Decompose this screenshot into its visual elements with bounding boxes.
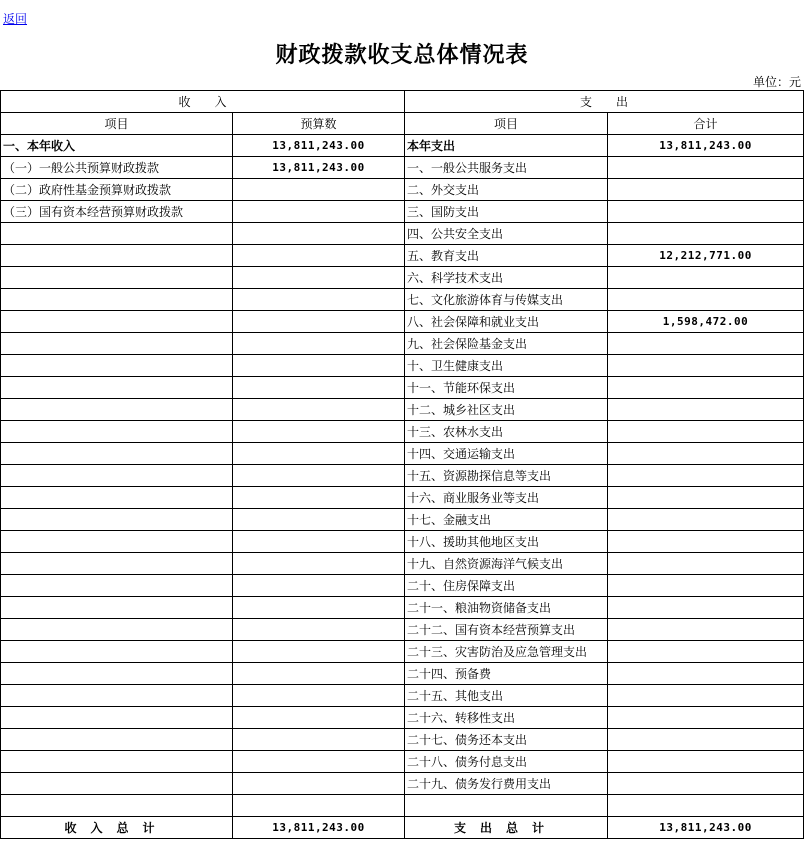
expense-amount-cell bbox=[608, 421, 804, 443]
expense-item-cell: 十六、商业服务业等支出 bbox=[405, 487, 608, 509]
income-amount-cell bbox=[233, 509, 405, 531]
income-amount-cell bbox=[233, 619, 405, 641]
expense-amount-cell: 13,811,243.00 bbox=[608, 135, 804, 157]
income-item-cell: （三）国有资本经营预算财政拨款 bbox=[1, 201, 233, 223]
expense-amount-cell bbox=[608, 575, 804, 597]
expense-item-cell: 十九、自然资源海洋气候支出 bbox=[405, 553, 608, 575]
income-amount-cell bbox=[233, 201, 405, 223]
col-header-item: 项目 bbox=[1, 113, 233, 135]
income-amount-cell bbox=[233, 355, 405, 377]
income-amount-cell bbox=[233, 465, 405, 487]
income-item-cell bbox=[1, 355, 233, 377]
table-row bbox=[1, 289, 804, 311]
expense-amount-cell bbox=[608, 443, 804, 465]
table-row bbox=[1, 465, 804, 487]
expense-item-cell: 十四、交通运输支出 bbox=[405, 443, 608, 465]
income-amount-cell bbox=[233, 729, 405, 751]
table-row bbox=[1, 355, 804, 377]
income-item-cell bbox=[1, 751, 233, 773]
income-item-cell bbox=[1, 223, 233, 245]
expense-amount-cell bbox=[608, 751, 804, 773]
table-row bbox=[1, 531, 804, 553]
income-amount-cell bbox=[233, 773, 405, 795]
income-amount-cell bbox=[233, 751, 405, 773]
back-link[interactable]: 返回 bbox=[3, 12, 28, 26]
table-row bbox=[1, 443, 804, 465]
income-amount-cell bbox=[233, 311, 405, 333]
expense-amount-cell bbox=[608, 795, 804, 817]
income-item-cell bbox=[1, 421, 233, 443]
table-row bbox=[1, 267, 804, 289]
income-item-cell: 一、本年收入 bbox=[1, 135, 233, 157]
expense-amount-cell bbox=[608, 399, 804, 421]
expense-section-header: 支 出 bbox=[405, 91, 804, 113]
expense-item-cell: 二十、住房保障支出 bbox=[405, 575, 608, 597]
income-item-cell bbox=[1, 399, 233, 421]
header-row-sections bbox=[1, 91, 804, 113]
expense-item-cell: 十七、金融支出 bbox=[405, 509, 608, 531]
page-title: 财政拨款收支总体情况表 bbox=[275, 43, 529, 68]
table-row bbox=[1, 157, 804, 179]
income-amount-cell bbox=[233, 179, 405, 201]
expense-amount-cell bbox=[608, 663, 804, 685]
table-row bbox=[1, 729, 804, 751]
expense-item-cell: 二十二、国有资本经营预算支出 bbox=[405, 619, 608, 641]
expense-amount-cell bbox=[608, 509, 804, 531]
table-row bbox=[1, 421, 804, 443]
income-item-cell bbox=[1, 443, 233, 465]
expense-item-cell: 二十七、债务还本支出 bbox=[405, 729, 608, 751]
expense-amount-cell bbox=[608, 377, 804, 399]
income-amount-cell bbox=[233, 267, 405, 289]
income-item-cell bbox=[1, 531, 233, 553]
income-item-cell bbox=[1, 575, 233, 597]
col-header-item2: 项目 bbox=[405, 113, 608, 135]
expense-item-cell: 十八、援助其他地区支出 bbox=[405, 531, 608, 553]
income-amount-cell bbox=[233, 795, 405, 817]
table-row bbox=[1, 707, 804, 729]
income-total-label: 收入总计 bbox=[1, 817, 233, 839]
income-amount-cell bbox=[233, 575, 405, 597]
expense-amount-cell bbox=[608, 465, 804, 487]
expense-item-cell: 二十九、债务发行费用支出 bbox=[405, 773, 608, 795]
expense-item-cell: 六、科学技术支出 bbox=[405, 267, 608, 289]
expense-item-cell: 十一、节能环保支出 bbox=[405, 377, 608, 399]
expense-item-cell: 二十六、转移性支出 bbox=[405, 707, 608, 729]
income-item-cell bbox=[1, 773, 233, 795]
expense-item-cell: 二十四、预备费 bbox=[405, 663, 608, 685]
income-amount-cell bbox=[233, 641, 405, 663]
expense-amount-cell bbox=[608, 157, 804, 179]
expense-total-label: 支出总计 bbox=[405, 817, 608, 839]
income-amount-cell bbox=[233, 377, 405, 399]
table-row bbox=[1, 487, 804, 509]
expense-amount-cell bbox=[608, 707, 804, 729]
table-row bbox=[1, 377, 804, 399]
income-amount-cell bbox=[233, 531, 405, 553]
expense-item-cell: 七、文化旅游体育与传媒支出 bbox=[405, 289, 608, 311]
expense-amount-cell bbox=[608, 773, 804, 795]
expense-item-cell: 二十五、其他支出 bbox=[405, 685, 608, 707]
col-header-budget: 预算数 bbox=[233, 113, 405, 135]
expense-item-cell: 十、卫生健康支出 bbox=[405, 355, 608, 377]
expense-item-cell: 十五、资源勘探信息等支出 bbox=[405, 465, 608, 487]
expense-item-cell: 二十一、粮油物资储备支出 bbox=[405, 597, 608, 619]
income-item-cell bbox=[1, 553, 233, 575]
table-row bbox=[1, 553, 804, 575]
expense-total-amount: 13,811,243.00 bbox=[608, 817, 804, 839]
totals-row bbox=[1, 817, 804, 839]
income-amount-cell bbox=[233, 663, 405, 685]
table-row bbox=[1, 333, 804, 355]
income-amount-cell bbox=[233, 487, 405, 509]
income-item-cell bbox=[1, 663, 233, 685]
table-row bbox=[1, 201, 804, 223]
income-item-cell bbox=[1, 267, 233, 289]
budget-table bbox=[0, 90, 804, 839]
table-row bbox=[1, 751, 804, 773]
expense-item-cell: 二十三、灾害防治及应急管理支出 bbox=[405, 641, 608, 663]
col-header-total: 合计 bbox=[608, 113, 804, 135]
income-amount-cell bbox=[233, 223, 405, 245]
expense-amount-cell bbox=[608, 179, 804, 201]
income-item-cell bbox=[1, 245, 233, 267]
table-row bbox=[1, 509, 804, 531]
income-item-cell bbox=[1, 509, 233, 531]
expense-item-cell: 五、教育支出 bbox=[405, 245, 608, 267]
income-amount-cell bbox=[233, 333, 405, 355]
income-item-cell bbox=[1, 685, 233, 707]
income-total-amount: 13,811,243.00 bbox=[233, 817, 405, 839]
expense-item-cell: 八、社会保障和就业支出 bbox=[405, 311, 608, 333]
income-amount-cell bbox=[233, 597, 405, 619]
table-row bbox=[1, 179, 804, 201]
table-row bbox=[1, 663, 804, 685]
table-row bbox=[1, 223, 804, 245]
expense-item-cell: 二、外交支出 bbox=[405, 179, 608, 201]
income-amount-cell bbox=[233, 685, 405, 707]
income-amount-cell: 13,811,243.00 bbox=[233, 157, 405, 179]
income-item-cell bbox=[1, 311, 233, 333]
expense-item-cell: 十三、农林水支出 bbox=[405, 421, 608, 443]
income-item-cell bbox=[1, 619, 233, 641]
table-row bbox=[1, 311, 804, 333]
table-row bbox=[1, 619, 804, 641]
income-item-cell: （一）一般公共预算财政拨款 bbox=[1, 157, 233, 179]
expense-item-cell: 本年支出 bbox=[405, 135, 608, 157]
expense-amount-cell bbox=[608, 685, 804, 707]
expense-amount-cell bbox=[608, 333, 804, 355]
expense-amount-cell bbox=[608, 531, 804, 553]
table-row bbox=[1, 641, 804, 663]
expense-amount-cell bbox=[608, 641, 804, 663]
income-amount-cell bbox=[233, 245, 405, 267]
income-item-cell: （二）政府性基金预算财政拨款 bbox=[1, 179, 233, 201]
income-item-cell bbox=[1, 289, 233, 311]
income-amount-cell bbox=[233, 399, 405, 421]
expense-amount-cell bbox=[608, 729, 804, 751]
table-row bbox=[1, 597, 804, 619]
income-item-cell bbox=[1, 597, 233, 619]
table-row bbox=[1, 399, 804, 421]
income-item-cell bbox=[1, 729, 233, 751]
expense-amount-cell: 12,212,771.00 bbox=[608, 245, 804, 267]
expense-item-cell: 三、国防支出 bbox=[405, 201, 608, 223]
table-row bbox=[1, 685, 804, 707]
income-amount-cell bbox=[233, 289, 405, 311]
expense-amount-cell bbox=[608, 619, 804, 641]
expense-amount-cell bbox=[608, 355, 804, 377]
income-item-cell bbox=[1, 641, 233, 663]
income-item-cell bbox=[1, 465, 233, 487]
expense-amount-cell bbox=[608, 553, 804, 575]
unit-label: 单位：元 bbox=[752, 75, 801, 89]
income-item-cell bbox=[1, 795, 233, 817]
expense-amount-cell bbox=[608, 223, 804, 245]
income-amount-cell bbox=[233, 421, 405, 443]
expense-amount-cell bbox=[608, 289, 804, 311]
expense-amount-cell bbox=[608, 597, 804, 619]
income-item-cell bbox=[1, 333, 233, 355]
income-amount-cell bbox=[233, 443, 405, 465]
income-amount-cell: 13,811,243.00 bbox=[233, 135, 405, 157]
expense-amount-cell bbox=[608, 267, 804, 289]
table-row bbox=[1, 245, 804, 267]
table-row bbox=[1, 135, 804, 157]
table-row bbox=[1, 773, 804, 795]
table-row bbox=[1, 575, 804, 597]
expense-item-cell bbox=[405, 795, 608, 817]
expense-amount-cell: 1,598,472.00 bbox=[608, 311, 804, 333]
income-amount-cell bbox=[233, 553, 405, 575]
expense-item-cell: 二十八、债务付息支出 bbox=[405, 751, 608, 773]
income-amount-cell bbox=[233, 707, 405, 729]
table-row bbox=[1, 795, 804, 817]
expense-item-cell: 十二、城乡社区支出 bbox=[405, 399, 608, 421]
expense-amount-cell bbox=[608, 201, 804, 223]
expense-item-cell: 四、公共安全支出 bbox=[405, 223, 608, 245]
header-row-columns bbox=[1, 113, 804, 135]
income-section-header: 收 入 bbox=[1, 91, 405, 113]
income-item-cell bbox=[1, 377, 233, 399]
expense-item-cell: 一、一般公共服务支出 bbox=[405, 157, 608, 179]
income-item-cell bbox=[1, 707, 233, 729]
expense-amount-cell bbox=[608, 487, 804, 509]
expense-item-cell: 九、社会保险基金支出 bbox=[405, 333, 608, 355]
income-item-cell bbox=[1, 487, 233, 509]
